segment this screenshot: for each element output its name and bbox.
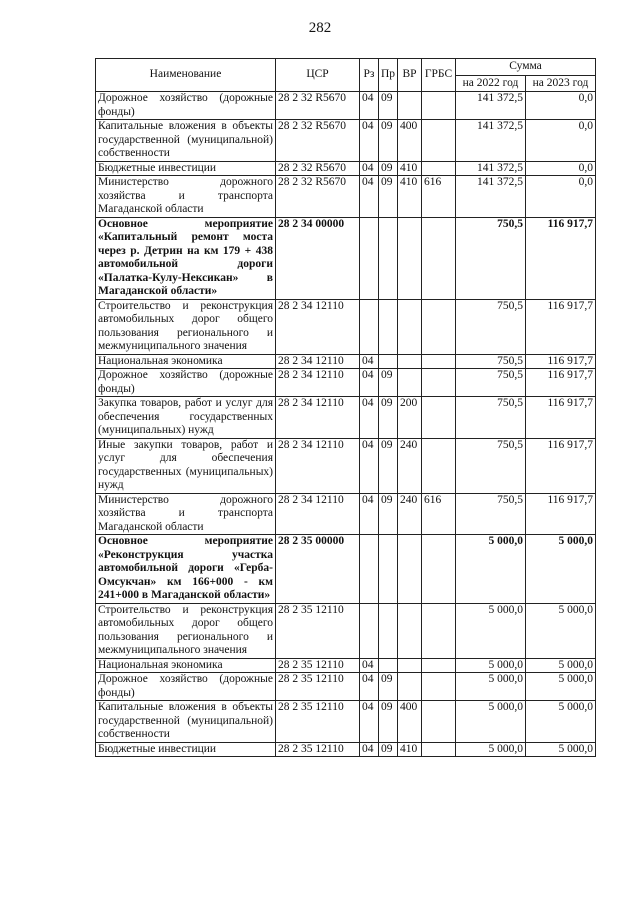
row-name: Дорожное хозяйство (дорожные фонды) (96, 92, 276, 120)
table-row (96, 493, 596, 535)
row-grbs (422, 673, 456, 701)
row-pr: 09 (379, 742, 398, 757)
table-row (96, 673, 596, 701)
row-name: Бюджетные инвестиции (96, 161, 276, 176)
table-row (96, 603, 596, 658)
row-amount-2022: 750,5 (456, 369, 526, 397)
row-rz: 04 (360, 369, 379, 397)
row-vr: 410 (398, 742, 422, 757)
row-pr: 09 (379, 92, 398, 120)
row-amount-2022: 141 372,5 (456, 176, 526, 218)
row-amount-2023: 5 000,0 (526, 673, 596, 701)
row-vr: 240 (398, 438, 422, 493)
row-csr: 28 2 32 R5670 (276, 176, 360, 218)
row-vr: 240 (398, 493, 422, 535)
table-row (96, 299, 596, 354)
row-name: Бюджетные инвестиции (96, 742, 276, 757)
budget-table (95, 58, 596, 757)
row-amount-2023: 116 917,7 (526, 299, 596, 354)
table-row (96, 438, 596, 493)
row-csr: 28 2 32 R5670 (276, 161, 360, 176)
row-pr: 09 (379, 493, 398, 535)
row-csr: 28 2 35 12110 (276, 603, 360, 658)
row-amount-2022: 5 000,0 (456, 603, 526, 658)
table-row (96, 120, 596, 162)
row-pr: 09 (379, 438, 398, 493)
row-vr: 400 (398, 120, 422, 162)
row-amount-2023: 0,0 (526, 161, 596, 176)
table-row (96, 658, 596, 673)
row-csr: 28 2 34 12110 (276, 438, 360, 493)
row-csr: 28 2 35 12110 (276, 742, 360, 757)
row-rz: 04 (360, 658, 379, 673)
row-amount-2023: 116 917,7 (526, 397, 596, 439)
row-rz (360, 603, 379, 658)
table-row (96, 217, 596, 299)
row-amount-2023: 116 917,7 (526, 438, 596, 493)
row-csr: 28 2 34 12110 (276, 493, 360, 535)
row-amount-2023: 5 000,0 (526, 658, 596, 673)
row-vr (398, 535, 422, 604)
row-vr (398, 217, 422, 299)
table-row (96, 535, 596, 604)
row-csr: 28 2 34 12110 (276, 369, 360, 397)
row-grbs (422, 603, 456, 658)
row-csr: 28 2 35 12110 (276, 658, 360, 673)
row-pr: 09 (379, 369, 398, 397)
row-rz: 04 (360, 701, 379, 743)
table-row (96, 92, 596, 120)
row-grbs (422, 161, 456, 176)
header-name: Наименование (96, 59, 276, 92)
row-rz: 04 (360, 176, 379, 218)
row-vr (398, 369, 422, 397)
row-grbs: 616 (422, 176, 456, 218)
row-pr (379, 535, 398, 604)
row-csr: 28 2 35 12110 (276, 673, 360, 701)
row-grbs (422, 438, 456, 493)
row-name: Закупка товаров, работ и услуг для обеспечения государственных (муниципальных) нужд (96, 397, 276, 439)
row-amount-2023: 116 917,7 (526, 217, 596, 299)
row-rz (360, 299, 379, 354)
row-amount-2022: 5 000,0 (456, 742, 526, 757)
row-grbs (422, 397, 456, 439)
row-grbs (422, 217, 456, 299)
row-grbs (422, 535, 456, 604)
header-grbs: ГРБС (422, 59, 456, 92)
row-rz: 04 (360, 92, 379, 120)
row-pr (379, 354, 398, 369)
row-amount-2023: 5 000,0 (526, 603, 596, 658)
row-rz: 04 (360, 397, 379, 439)
row-pr: 09 (379, 161, 398, 176)
row-pr (379, 299, 398, 354)
page-number: 282 (308, 20, 332, 36)
row-grbs (422, 369, 456, 397)
row-vr (398, 354, 422, 369)
row-grbs (422, 120, 456, 162)
row-amount-2023: 0,0 (526, 120, 596, 162)
row-csr: 28 2 32 R5670 (276, 120, 360, 162)
row-csr: 28 2 34 12110 (276, 354, 360, 369)
row-grbs (422, 92, 456, 120)
row-rz: 04 (360, 493, 379, 535)
row-amount-2023: 0,0 (526, 92, 596, 120)
row-amount-2022: 141 372,5 (456, 161, 526, 176)
row-name: Дорожное хозяйство (дорожные фонды) (96, 673, 276, 701)
row-name: Национальная экономика (96, 354, 276, 369)
header-rz: Рз (360, 59, 379, 92)
row-vr: 410 (398, 161, 422, 176)
row-vr (398, 673, 422, 701)
row-amount-2022: 750,5 (456, 438, 526, 493)
row-name: Основное мероприятие «Капитальный ремонт моста через р. Детрин на км 179 + 438 автомобильной дороги «Палатка-Кулу-Нексикан» в Магаданской области» (96, 217, 276, 299)
row-grbs (422, 701, 456, 743)
row-amount-2023: 5 000,0 (526, 535, 596, 604)
row-amount-2022: 750,5 (456, 354, 526, 369)
row-name: Капитальные вложения в объекты государственной (муниципальной) собственности (96, 701, 276, 743)
row-csr: 28 2 35 12110 (276, 701, 360, 743)
row-csr: 28 2 34 12110 (276, 397, 360, 439)
row-csr: 28 2 35 00000 (276, 535, 360, 604)
row-csr: 28 2 34 12110 (276, 299, 360, 354)
row-name: Министерство дорожного хозяйства и транспорта Магаданской области (96, 176, 276, 218)
row-amount-2022: 5 000,0 (456, 535, 526, 604)
row-amount-2022: 750,5 (456, 217, 526, 299)
row-amount-2022: 750,5 (456, 397, 526, 439)
row-amount-2022: 5 000,0 (456, 701, 526, 743)
row-amount-2022: 141 372,5 (456, 120, 526, 162)
row-vr (398, 92, 422, 120)
header-pr: Пр (379, 59, 398, 92)
row-vr: 410 (398, 176, 422, 218)
row-amount-2023: 116 917,7 (526, 354, 596, 369)
header-csr: ЦСР (276, 59, 360, 92)
row-name: Национальная экономика (96, 658, 276, 673)
header-vr: ВР (398, 59, 422, 92)
row-pr (379, 658, 398, 673)
row-grbs (422, 742, 456, 757)
table-row (96, 369, 596, 397)
row-grbs (422, 658, 456, 673)
row-amount-2022: 750,5 (456, 299, 526, 354)
row-rz (360, 535, 379, 604)
row-name: Дорожное хозяйство (дорожные фонды) (96, 369, 276, 397)
table-row (96, 742, 596, 757)
row-rz: 04 (360, 161, 379, 176)
row-rz: 04 (360, 438, 379, 493)
table-row (96, 176, 596, 218)
row-pr (379, 603, 398, 658)
header-2022: на 2022 год (456, 75, 526, 92)
row-name: Строительство и реконструкция автомобильных дорог общего пользования регионального и межмуниципального значения (96, 299, 276, 354)
row-amount-2022: 5 000,0 (456, 658, 526, 673)
row-name: Основное мероприятие «Реконструкция участка автомобильной дороги «Герба-Омсукчан» км 166+000 - км 241+000 в Магаданской области» (96, 535, 276, 604)
row-vr (398, 299, 422, 354)
row-vr: 200 (398, 397, 422, 439)
row-rz: 04 (360, 354, 379, 369)
row-pr (379, 217, 398, 299)
row-amount-2023: 5 000,0 (526, 701, 596, 743)
row-pr: 09 (379, 673, 398, 701)
row-name: Капитальные вложения в объекты государственной (муниципальной) собственности (96, 120, 276, 162)
row-amount-2022: 750,5 (456, 493, 526, 535)
row-pr: 09 (379, 120, 398, 162)
row-amount-2023: 116 917,7 (526, 493, 596, 535)
row-vr (398, 603, 422, 658)
row-amount-2022: 141 372,5 (456, 92, 526, 120)
header-2023: на 2023 год (526, 75, 596, 92)
row-grbs: 616 (422, 493, 456, 535)
row-grbs (422, 299, 456, 354)
row-amount-2022: 5 000,0 (456, 673, 526, 701)
row-csr: 28 2 32 R5670 (276, 92, 360, 120)
header-row (96, 59, 596, 76)
row-name: Иные закупки товаров, работ и услуг для обеспечения государственных (муниципальных) нужд (96, 438, 276, 493)
row-rz: 04 (360, 742, 379, 757)
row-rz (360, 217, 379, 299)
row-rz: 04 (360, 120, 379, 162)
row-amount-2023: 116 917,7 (526, 369, 596, 397)
row-name: Строительство и реконструкция автомобильных дорог общего пользования регионального и межмуниципального значения (96, 603, 276, 658)
row-vr (398, 658, 422, 673)
row-rz: 04 (360, 673, 379, 701)
row-amount-2023: 0,0 (526, 176, 596, 218)
row-csr: 28 2 34 00000 (276, 217, 360, 299)
row-name: Министерство дорожного хозяйства и транспорта Магаданской области (96, 493, 276, 535)
row-pr: 09 (379, 176, 398, 218)
row-amount-2023: 5 000,0 (526, 742, 596, 757)
table-body (96, 92, 596, 757)
table-row (96, 354, 596, 369)
row-pr: 09 (379, 397, 398, 439)
row-grbs (422, 354, 456, 369)
table-row (96, 397, 596, 439)
table-row (96, 701, 596, 743)
row-pr: 09 (379, 701, 398, 743)
row-vr: 400 (398, 701, 422, 743)
header-sum: Сумма (456, 59, 596, 76)
table-row (96, 161, 596, 176)
